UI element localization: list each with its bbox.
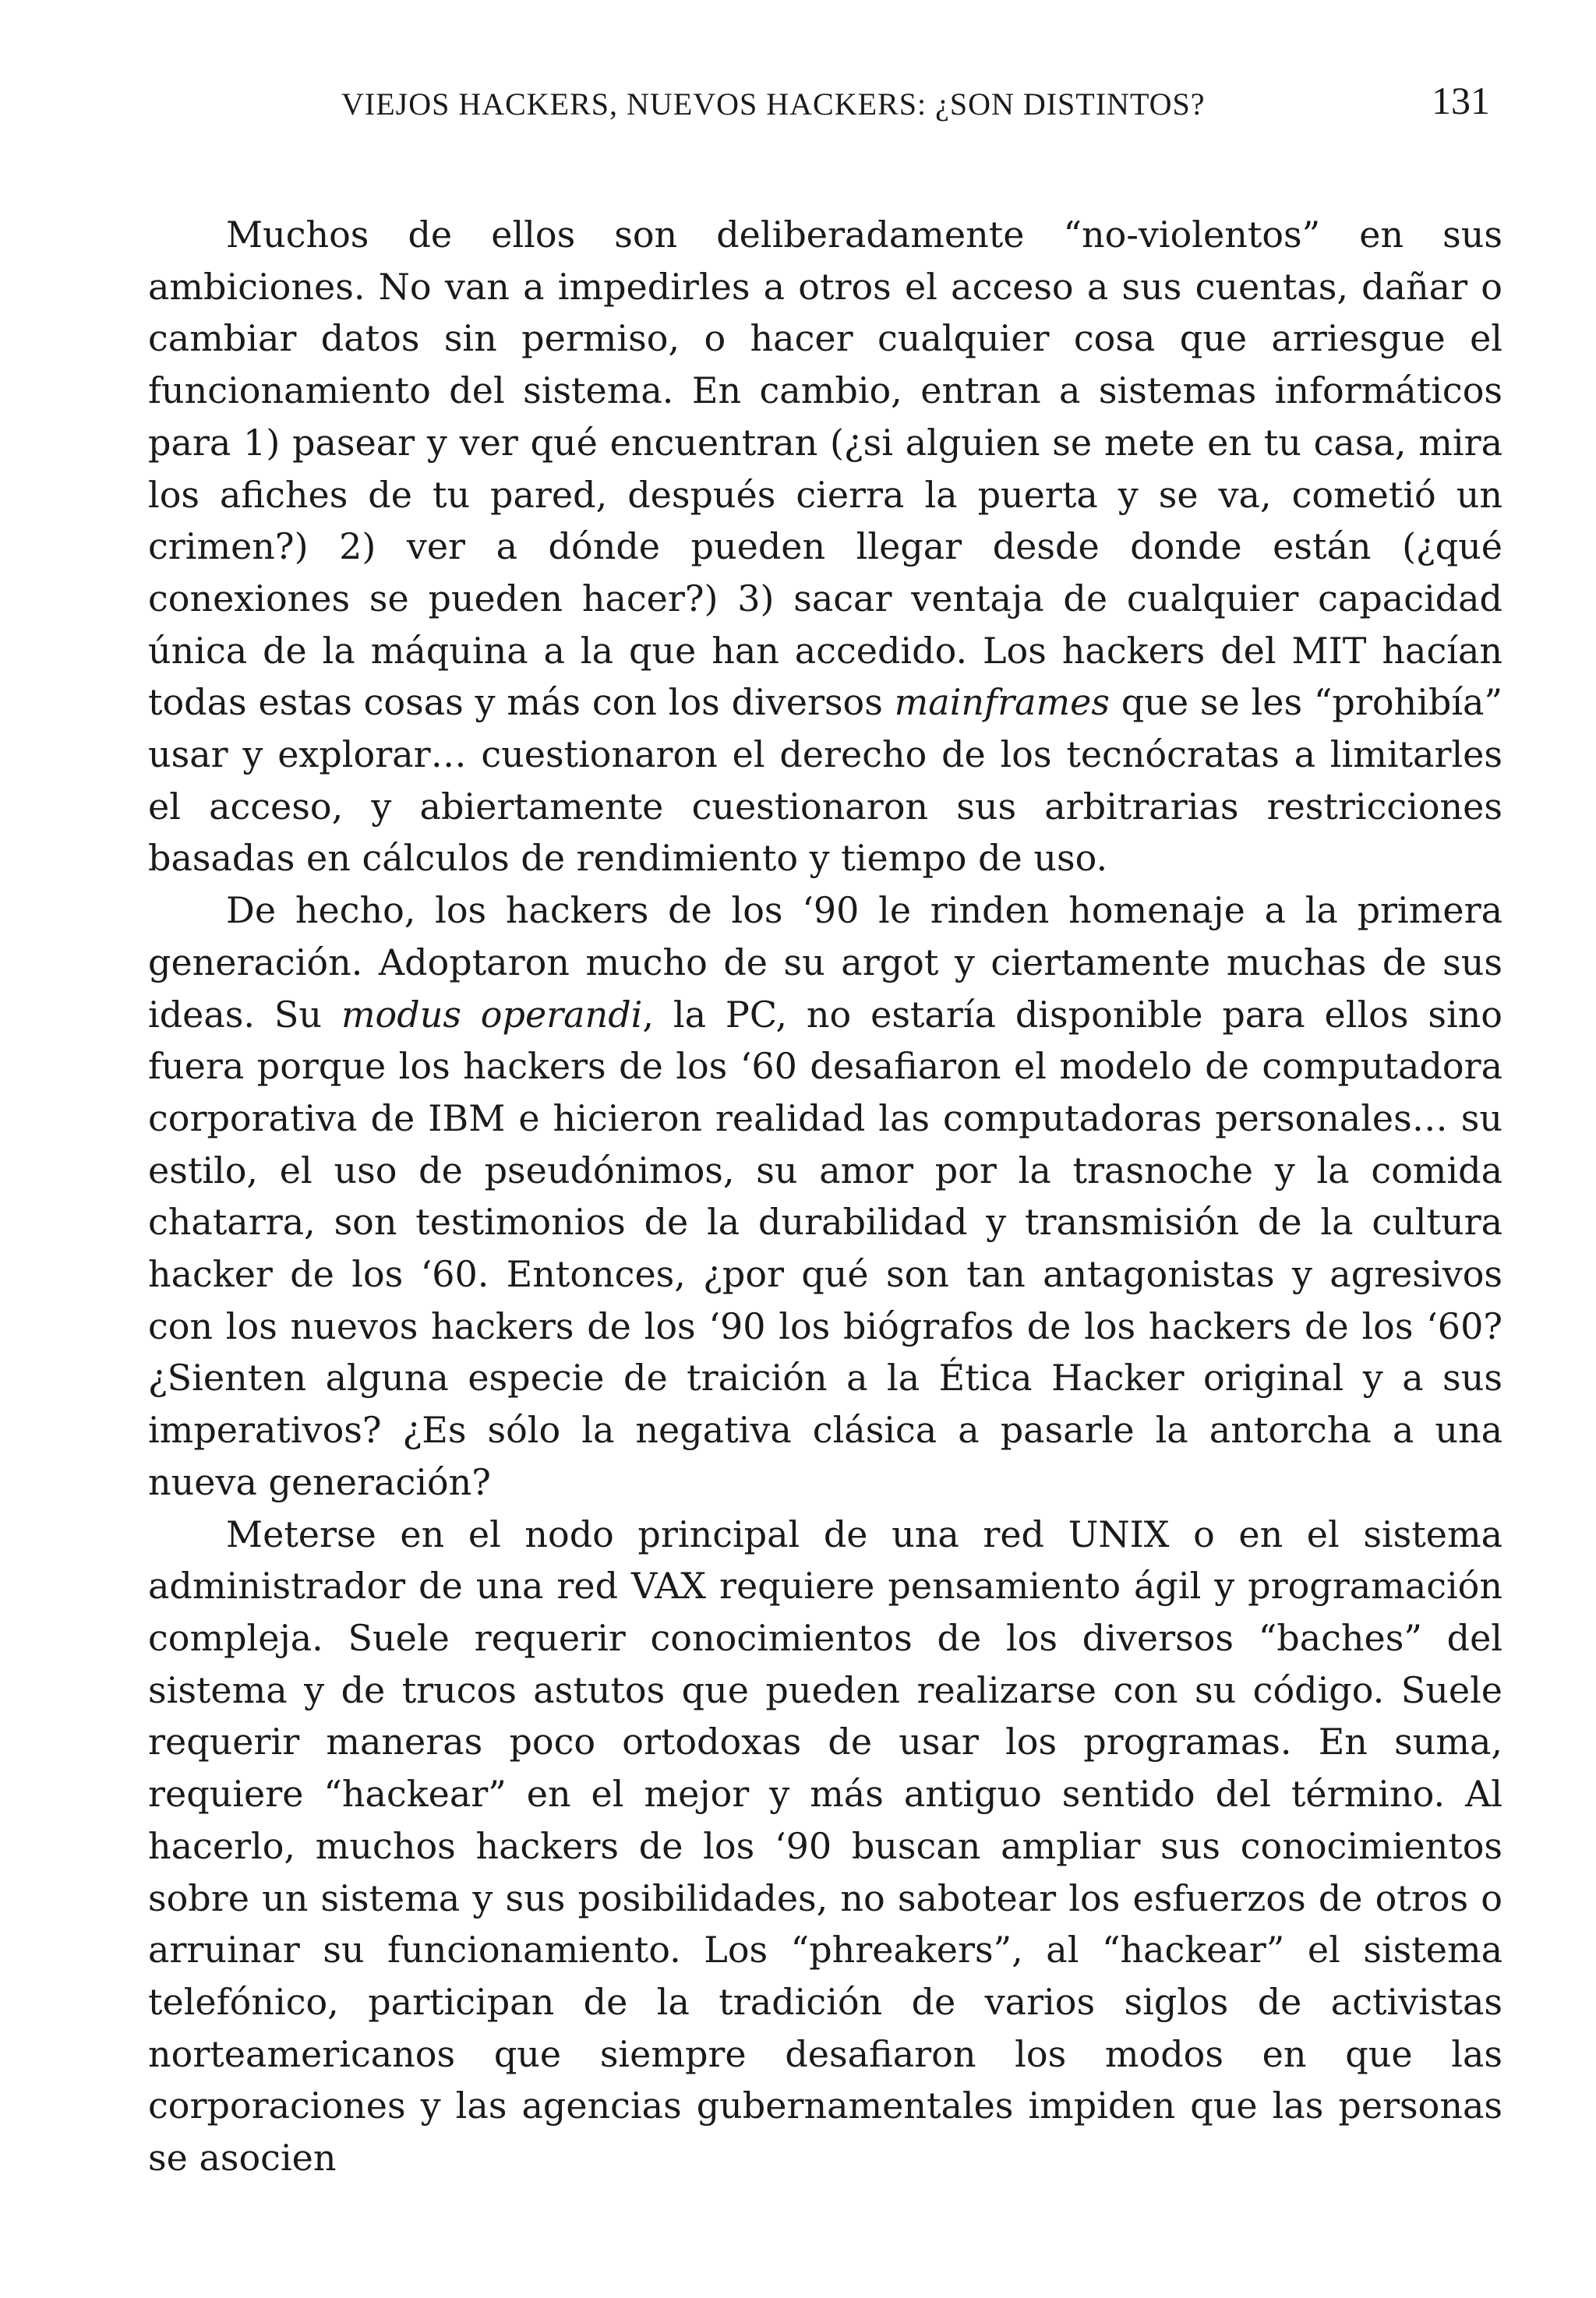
text-segment: Meterse en el nodo principal de una red UNIX o en el sistema administrador de una red VAX requiere pensamiento ágil y programación compleja. Suele requerir conocimientos de los diversos “baches” del sistema y de trucos astutos que pueden realizarse con su código. Suele requerir maneras poco ortodoxas de usar los programas. En suma, requiere “hackear” en el mejor y más antiguo sentido del término. Al hacerlo, muchos hackers de los ‘90 buscan ampliar sus conocimientos sobre un sistema y sus posibilidades, no sabotear los esfuerzos de otros o arruinar su funcionamiento. Los “phreakers”, al “hackear” el sistema telefónico, participan de la tradición de varios siglos de activistas norteamericanos que siempre desafiaron los modos en que las corporaciones y las agencias gubernamentales impiden que las personas se asocien [148,1513,1502,2180]
text-segment: que se les “prohibía” usar y explorar… cuestionaron el derecho de los tecnócratas a limitarles el acceso, y abiertamente cuestionaron sus arbitrarias restricciones basadas en cálculos de rendimiento y tiempo de uso. [148,681,1502,880]
text-segment: , la PC, no estaría disponible para ellos sino fuera porque los hackers de los ‘60 desafiaron el modelo de computadora corporativa de IBM e hicieron realidad las computadoras personales… su estilo, el uso de pseudónimos, su amor por la trasnoche y la comida chatarra, son testimonios de la durabilidad y transmisión de la cultura hacker de los ‘60. Entonces, ¿por qué son tan antagonistas y agresivos con los nuevos hackers de los ‘90 los biógrafos de los hackers de los ‘60? ¿Sienten alguna especie de traición a la Ética Hacker original y a sus imperativos? ¿Es sólo la negativa clásica a pasarle la antorcha a una nueva generación? [148,993,1502,1503]
book-page [148,78,1502,2184]
text-segment: De hecho, los hackers de los ‘90 le rinden homenaje a la primera generación. Adoptaron mucho de su argot y ciertamente muchas de sus ideas. Su [148,889,1502,1036]
running-title: VIEJOS HACKERS, NUEVOS HACKERS: ¿SON DISTINTOS? [341,86,1206,122]
page-number: 131 [1432,79,1490,122]
running-header [148,78,1502,132]
paragraph-2 [148,884,1502,1508]
italic-term-mainframes: mainframes [894,681,1110,724]
paragraph-3 [148,1509,1502,2184]
body-text [148,209,1502,2184]
paragraph-1 [148,209,1502,884]
italic-term-modus-operandi: modus operandi [341,993,643,1036]
text-segment: Muchos de ellos son deliberadamente “no-violentos” en sus ambiciones. No van a impedirles a otros el acceso a sus cuentas, dañar o cambiar datos sin permiso, o hacer cualquier cosa que arriesgue el funcionamiento del sistema. En cambio, entran a sistemas informáticos para 1) pasear y ver qué encuentran (¿si alguien se mete en tu casa, mira los afiches de tu pared, después cierra la puerta y se va, cometió un crimen?) 2) ver a dónde pueden llegar desde donde están (¿qué conexiones se pueden hacer?) 3) sacar ventaja de cualquier capacidad única de la máquina a la que han accedido. Los hackers del MIT hacían todas estas cosas y más con los diversos [148,214,1502,724]
